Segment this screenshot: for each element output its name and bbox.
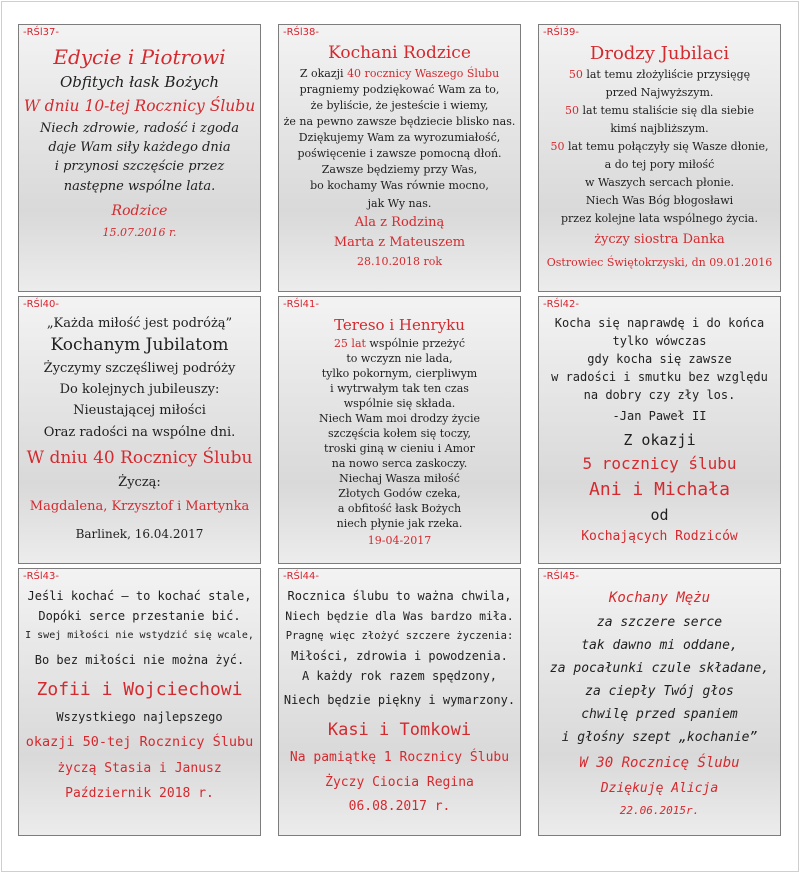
plate-line: Na pamiątkę 1 Rocznicy Ślubu bbox=[289, 750, 510, 765]
plate-line: Niech Wam moi drodzy życie bbox=[319, 412, 480, 425]
plate-code: -RŚl45- bbox=[543, 571, 580, 582]
plate-line: 5 rocznicy ślubu bbox=[582, 454, 737, 473]
plate-line-suffix: lat temu staliście się dla siebie bbox=[579, 104, 754, 117]
plate-line: Ala z Rodziną bbox=[354, 215, 445, 230]
plate-line: a do tej pory miłość bbox=[604, 158, 715, 171]
plate-line: W 30 Rocznicę Ślubu bbox=[579, 755, 740, 771]
plate-line: Życzymy szczęśliwej podróży bbox=[43, 361, 236, 376]
plate-41 bbox=[278, 296, 521, 564]
plate-line: Niech zdrowie, radość i zgoda bbox=[39, 121, 240, 136]
plate-line: życzy siostra Danka bbox=[594, 232, 725, 247]
plate-line: Miłości, zdrowia i powodzenia. bbox=[291, 649, 508, 663]
plate-line: to wczyzn nie lada, bbox=[346, 352, 453, 365]
plate-line: Dopóki serce przestanie bić. bbox=[38, 609, 241, 623]
plate-38 bbox=[278, 24, 521, 292]
plate-line: Bo bez miłości nie można żyć. bbox=[34, 653, 245, 667]
plate-line-suffix: lat temu złożyliście przysięgę bbox=[582, 68, 751, 81]
plate-line: że na pewno zawsze będziecie blisko nas. bbox=[283, 115, 516, 128]
plate-line bbox=[543, 102, 776, 120]
plate-line: poświęcenie i zawsze pomocną dłoń. bbox=[297, 147, 502, 160]
plate-line: 15.07.2016 r. bbox=[102, 226, 177, 239]
plate-line: w Waszych sercach płonie. bbox=[585, 176, 734, 189]
plate-line: a obfitość łask Bożych bbox=[337, 502, 462, 515]
plate-line: 19-04-2017 bbox=[367, 534, 432, 547]
plate-line: Wszystkiego najlepszego bbox=[56, 710, 223, 724]
plate-line: Niech będzie dla Was bardzo miła. bbox=[285, 609, 514, 623]
plate-line bbox=[543, 66, 776, 84]
plate-39 bbox=[538, 24, 781, 292]
plate-line: jak Wy nas. bbox=[367, 197, 432, 210]
plate-text bbox=[23, 586, 256, 806]
plate-line: pragniemy podziękować Wam za to, bbox=[299, 83, 500, 96]
plate-line: Rocznica ślubu to ważna chwila, bbox=[287, 589, 512, 603]
plate-line: Pragnę więc złożyć szczere życzenia: bbox=[285, 630, 514, 642]
plate-line: Z okazji bbox=[623, 431, 696, 449]
plate-line: za ciepły Twój głos bbox=[585, 684, 734, 699]
plate-40 bbox=[18, 296, 261, 564]
plate-code: -RŚl43- bbox=[23, 571, 60, 582]
plate-code: -RŚl40- bbox=[23, 299, 60, 310]
plate-text bbox=[543, 586, 776, 821]
plate-line: szczęścia kołem się toczy, bbox=[328, 427, 471, 440]
plate-line: i wytrwałym tak ten czas bbox=[330, 382, 469, 395]
plate-line: kimś najbliższym. bbox=[610, 122, 709, 135]
plate-line-highlight: 50 bbox=[550, 140, 565, 153]
plate-line bbox=[283, 336, 516, 351]
plate-44 bbox=[278, 568, 521, 836]
plate-45 bbox=[538, 568, 781, 836]
plate-line: Październik 2018 r. bbox=[65, 786, 214, 801]
plate-line: za szczere serce bbox=[596, 615, 723, 630]
plate-line: następne wspólne lata. bbox=[63, 179, 216, 194]
plate-line-suffix: -tej Rocznicy Ślubu bbox=[98, 734, 254, 750]
plate-text bbox=[23, 43, 256, 242]
plate-line: przed Najwyższym. bbox=[605, 86, 714, 99]
plate-line: Niech będzie piękny i wymarzony. bbox=[283, 693, 516, 707]
plate-text bbox=[283, 314, 516, 550]
plate-line-suffix: wspólnie przeżyć bbox=[365, 337, 466, 350]
plate-line bbox=[23, 728, 256, 756]
plate-line: bo kochamy Was równie mocno, bbox=[310, 179, 489, 192]
plate-line-suffix: lat temu połączyły się Wasze dłonie, bbox=[564, 140, 769, 153]
plate-line: Kochanym Jubilatom bbox=[50, 335, 229, 355]
plate-line: tylko pokornym, cierpliwym bbox=[321, 367, 478, 380]
plate-line-highlight: 25 lat bbox=[333, 337, 366, 350]
plate-line: 28.10.2018 rok bbox=[356, 255, 443, 268]
plate-line-prefix: okazji bbox=[25, 734, 83, 750]
plate-line: -Jan Paweł II bbox=[612, 409, 707, 423]
plate-line: Ostrowiec Świętokrzyski, dn 09.01.2016 bbox=[546, 256, 773, 269]
plate-line: Oraz radości na wspólne dni. bbox=[43, 425, 236, 440]
plate-line: daje Wam siły każdego dnia bbox=[48, 140, 231, 155]
plate-line: Barlinek, 16.04.2017 bbox=[75, 527, 204, 541]
plate-line: Dziękuję Alicja bbox=[600, 781, 719, 796]
plate-code: -RŚl38- bbox=[283, 27, 320, 38]
plate-line: Życzą: bbox=[118, 475, 161, 490]
plate-line: życzą Stasia i Janusz bbox=[57, 761, 222, 776]
plate-line: Ani i Michała bbox=[589, 479, 730, 500]
plate-line: za pocałunki czule składane, bbox=[549, 661, 770, 676]
plate-line: I swej miłości nie wstydzić się wcale, bbox=[25, 630, 254, 641]
plate-line: A każdy rok razem spędzony, bbox=[301, 669, 498, 683]
plate-43 bbox=[18, 568, 261, 836]
plate-42 bbox=[538, 296, 781, 564]
plate-line: chwilę przed spaniem bbox=[581, 707, 738, 722]
plate-line: i przynosi szczęście przez bbox=[54, 159, 225, 174]
plate-line: Tereso i Henryku bbox=[334, 316, 465, 334]
plate-code: -RŚl42- bbox=[543, 299, 580, 310]
plate-line: na dobry czy zły los. bbox=[583, 388, 736, 402]
plate-line: Życzy Ciocia Regina bbox=[325, 775, 474, 790]
plate-code: -RŚl41- bbox=[283, 299, 320, 310]
plate-line: Dziękujemy Wam za wyrozumiałość, bbox=[298, 131, 501, 144]
plate-line: Zawsze będziemy przy Was, bbox=[321, 163, 478, 176]
plate-line: Do kolejnych jubileuszy: bbox=[59, 382, 220, 397]
plate-line: Kochających Rodziców bbox=[581, 529, 738, 544]
plate-text bbox=[23, 314, 256, 548]
plate-line: 22.06.2015r. bbox=[619, 804, 700, 817]
plate-line: na nowo serca zaskoczy. bbox=[331, 457, 468, 470]
plate-line: i głośny szept „kochanie” bbox=[561, 730, 758, 745]
plate-text bbox=[543, 314, 776, 547]
plate-line: Edycie i Piotrowi bbox=[53, 45, 226, 69]
plate-line: 06.08.2017 r. bbox=[348, 799, 451, 814]
plate-line: przez kolejne lata wspólnego życia. bbox=[560, 212, 758, 225]
plate-line-highlight: 50 bbox=[565, 104, 580, 117]
plate-line: tylko wówczas bbox=[612, 334, 707, 348]
plate-line: wspólnie się składa. bbox=[343, 397, 456, 410]
plate-line-highlight: 50 bbox=[82, 734, 99, 750]
plate-line: od bbox=[650, 506, 669, 524]
plate-line: Kocha się naprawdę i do końca bbox=[554, 316, 765, 330]
plate-line: Drodzy Jubilaci bbox=[589, 43, 730, 64]
plate-line: Magdalena, Krzysztof i Martynka bbox=[29, 499, 250, 514]
plate-line bbox=[543, 138, 776, 156]
plate-line: Niech Was Bóg błogosławi bbox=[585, 194, 734, 207]
plate-code: -RŚl44- bbox=[283, 571, 320, 582]
plate-line: w radości i smutku bez względu bbox=[551, 370, 768, 384]
plate-line: Kochany Mężu bbox=[608, 590, 711, 606]
plate-line: W dniu 40 Rocznicy Ślubu bbox=[26, 448, 253, 468]
plate-line: tak dawno mi oddane, bbox=[581, 638, 738, 653]
plate-line: „Każda miłość jest podróżą” bbox=[46, 316, 233, 331]
plate-text bbox=[283, 586, 516, 818]
plate-line: Niechaj Wasza miłość bbox=[339, 472, 460, 485]
plate-text bbox=[283, 41, 516, 271]
plate-line bbox=[283, 66, 516, 82]
plate-37 bbox=[18, 24, 261, 292]
plate-line: Kasi i Tomkowi bbox=[327, 720, 472, 740]
plate-line: Nieustającej miłości bbox=[73, 403, 206, 418]
plate-code: -RŚl39- bbox=[543, 27, 580, 38]
plate-line: niech płynie jak rzeka. bbox=[336, 517, 463, 530]
plate-line: gdy kocha się zawsze bbox=[587, 352, 732, 366]
plate-line: Zofii i Wojciechowi bbox=[36, 679, 243, 700]
plate-line: Złotych Godów czeka, bbox=[338, 487, 461, 500]
plate-line-prefix: Z okazji bbox=[299, 67, 348, 80]
plate-line: W dniu 10-tej Rocznicy Ślubu bbox=[23, 97, 256, 115]
plate-line: że byliście, że jesteście i wiemy, bbox=[310, 99, 489, 112]
plate-line: troski giną w cieniu i Amor bbox=[324, 442, 475, 455]
plate-code: -RŚl37- bbox=[23, 27, 60, 38]
plate-line: Marta z Mateuszem bbox=[333, 235, 466, 250]
plate-line: Obfitych łask Bożych bbox=[59, 73, 220, 91]
plate-line-highlight: 40 rocznicy Waszego Ślubu bbox=[347, 67, 500, 80]
plate-line: Rodzice bbox=[111, 203, 168, 219]
plate-line: Kochani Rodzice bbox=[328, 43, 471, 63]
plate-line: Jeśli kochać – to kochać stale, bbox=[27, 589, 252, 603]
plate-text bbox=[543, 41, 776, 274]
plate-line-highlight: 50 bbox=[568, 68, 583, 81]
